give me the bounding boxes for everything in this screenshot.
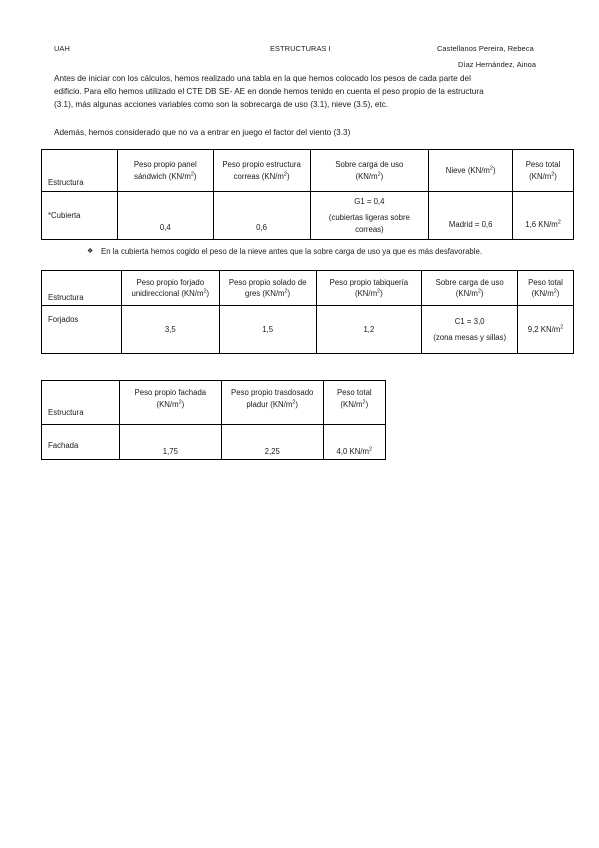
cell-trasdosado: 2,25 bbox=[221, 425, 323, 460]
intro-line-1: Antes de iniciar con los cálculos, hemos realizado una tabla en la que hemos colocado los pesos de cada parte del bbox=[54, 74, 471, 83]
cell-total: 9,2 $KN/m^2$ bbox=[518, 306, 574, 354]
col-fachada: Peso propio fachada $(KN/m^2)$ bbox=[119, 381, 221, 425]
cell-fachada: 1,75 bbox=[119, 425, 221, 460]
cell-correas: 0,6 bbox=[213, 192, 310, 240]
table-row bbox=[42, 192, 574, 240]
col-correas: Peso propio estructura correas $(KN/m^2)$ bbox=[213, 150, 310, 192]
cell-sobrecarga: C1 = 3,0 (zona mesas y sillas) bbox=[422, 306, 518, 354]
col-panel: Peso propio panel sándwich $(KN/m^2)$ bbox=[117, 150, 213, 192]
row-label: Forjados bbox=[42, 306, 122, 354]
table-row bbox=[42, 425, 386, 460]
bullet-icon: ❖ bbox=[87, 248, 94, 255]
col-estructura: Estructura bbox=[42, 381, 120, 425]
col-total: Peso total $(KN/m^2)$ bbox=[323, 381, 385, 425]
table-header-row bbox=[42, 381, 386, 425]
wind-note: Además, hemos considerado que no va a entrar en juego el factor del viento (3.3) bbox=[54, 128, 351, 137]
roof-loads-table bbox=[41, 149, 574, 240]
col-sobrecarga: Sobre carga de uso $(KN/m^2)$ bbox=[422, 271, 518, 306]
col-nieve: Nieve $(KN/m^2)$ bbox=[429, 150, 513, 192]
col-total: Peso total $(KN/m^2)$ bbox=[513, 150, 574, 192]
row-label: *Cubierta bbox=[42, 192, 118, 240]
intro-line-3: (3.1), más algunas acciones variables como son la sobrecarga de uso (3.1), nieve (3.5), etc. bbox=[54, 100, 389, 109]
facade-loads-table bbox=[41, 380, 386, 460]
header-author-1: Castellanos Pereira, Rebeca bbox=[437, 44, 534, 53]
col-solado: Peso propio solado de gres $(KN/m^2)$ bbox=[219, 271, 316, 306]
table-header-row bbox=[42, 271, 574, 306]
cell-tabiqueria: 1,2 bbox=[316, 306, 422, 354]
cell-nieve: Madrid = 0,6 bbox=[429, 192, 513, 240]
intro-paragraph bbox=[54, 72, 550, 111]
col-estructura: Estructura bbox=[42, 271, 122, 306]
cell-total: 4,0 $KN/m^2$ bbox=[323, 425, 385, 460]
col-tabiqueria: Peso propio tabiquería $(KN/m^2)$ bbox=[316, 271, 422, 306]
snow-note: En la cubierta hemos cogido el peso de la nieve antes que la sobre carga de uso ya que es más desfavorable. bbox=[101, 247, 482, 256]
floor-loads-table bbox=[41, 270, 574, 354]
col-trasdosado: Peso propio trasdosado pladur $(KN/m^2)$ bbox=[221, 381, 323, 425]
header-center: ESTRUCTURAS I bbox=[270, 44, 331, 53]
cell-solado: 1,5 bbox=[219, 306, 316, 354]
cell-panel: 0,4 bbox=[117, 192, 213, 240]
cell-forjado: 3,5 bbox=[121, 306, 219, 354]
col-estructura: Estructura bbox=[42, 150, 118, 192]
table-row bbox=[42, 306, 574, 354]
header-left: UAH bbox=[54, 44, 70, 53]
col-total: Peso total $(KN/m^2)$ bbox=[518, 271, 574, 306]
col-sobrecarga: Sobre carga de uso $(KN/m^2)$ bbox=[310, 150, 429, 192]
cell-sobrecarga: G1 = 0,4 (cubiertas ligeras sobre correas) bbox=[310, 192, 429, 240]
header-author-2: Díaz Hernández, Ainoa bbox=[458, 60, 537, 69]
cell-total: 1,6 $KN/m^2$ bbox=[513, 192, 574, 240]
row-label: Fachada bbox=[42, 425, 120, 460]
col-forjado: Peso propio forjado unidireccional $(KN/m^2)$ bbox=[121, 271, 219, 306]
intro-line-2: edificio. Para ello hemos utilizado el CTE DB SE- AE en donde hemos tenido en cuenta el peso propio de la estructura bbox=[54, 87, 484, 96]
table-header-row bbox=[42, 150, 574, 192]
